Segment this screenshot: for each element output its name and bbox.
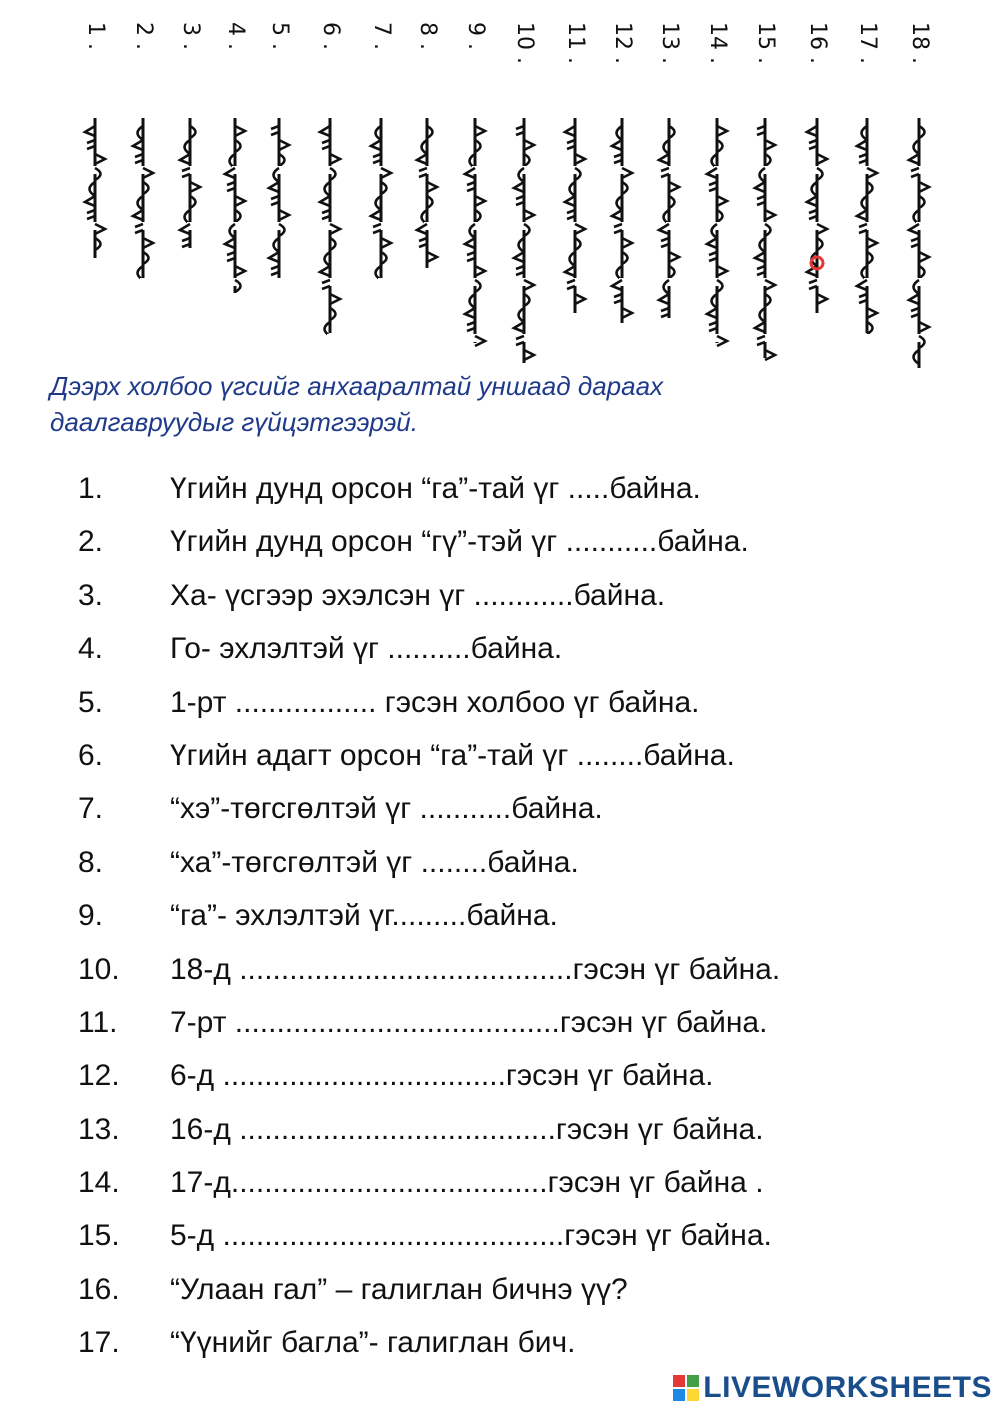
question-number: 10. (78, 952, 120, 986)
question-number: 16. (78, 1272, 120, 1306)
question-item (78, 996, 978, 1049)
brand-text: LIVEWORKSHEETS (703, 1371, 992, 1404)
question-text: “га”- эхлэлтэй үг.........байна. (170, 899, 558, 933)
script-column (313, 22, 347, 362)
script-column (262, 22, 296, 362)
script-column (364, 22, 398, 362)
script-column-number: 17 . (855, 22, 880, 64)
question-item (78, 1049, 978, 1102)
logo-square-red (673, 1375, 685, 1387)
question-number: 6. (78, 738, 104, 772)
mongolian-word-image (266, 118, 292, 283)
question-text: 18-д ........................................гэсэн үг байна. (170, 952, 781, 986)
script-column (78, 22, 112, 362)
script-column (902, 22, 936, 362)
logo-square-blue (673, 1389, 685, 1401)
question-text: 5-д .........................................гэсэн үг байна. (170, 1219, 772, 1253)
question-number: 12. (78, 1059, 120, 1093)
mongolian-word-image (462, 118, 488, 343)
script-column (218, 22, 252, 362)
question-item (78, 515, 978, 568)
question-text: 1-рт ................. гэсэн холбоо үг байна. (170, 685, 700, 719)
question-number: 17. (78, 1326, 120, 1360)
script-column-number: 9 . (463, 22, 488, 50)
script-column (605, 22, 639, 362)
script-column (173, 22, 207, 362)
mongolian-word-image (906, 118, 932, 368)
script-column (800, 22, 834, 362)
question-text: 16-д ......................................гэсэн үг байна. (170, 1112, 764, 1146)
question-text: “ха”-төгсгөлтэй үг ........байна. (170, 845, 579, 879)
mongolian-word-image (656, 118, 682, 318)
script-column-number: 6 . (318, 22, 343, 50)
mongolian-word-image (609, 118, 635, 323)
script-column (410, 22, 444, 362)
logo-square-green (687, 1375, 699, 1387)
script-column (700, 22, 734, 362)
question-item (78, 676, 978, 729)
question-item (78, 782, 978, 835)
instruction-text: Дээрх холбоо үгсийг анхааралтай уншаад дараах даалгавруудыг гүйцэтгээрэй. (50, 371, 664, 437)
question-text: Үгийн адагт орсон “га”-тай үг ........байна. (170, 738, 735, 772)
question-list (78, 462, 978, 1370)
mongolian-word-image (222, 118, 248, 293)
question-item (78, 729, 978, 782)
question-number: 11. (78, 1005, 118, 1039)
script-column-number: 14 . (705, 22, 730, 64)
question-text: “Улаан гал” – галиглан бичнэ үү? (170, 1272, 628, 1306)
question-text: 17-д......................................гэсэн үг байна . (170, 1166, 764, 1200)
question-item (78, 1209, 978, 1262)
script-column-number: 12 . (610, 22, 635, 64)
mongolian-word-image (562, 118, 588, 313)
question-item (78, 1103, 978, 1156)
mongolian-word-image (177, 118, 203, 248)
question-item (78, 943, 978, 996)
question-number: 4. (78, 632, 104, 666)
mongolian-word-image (511, 118, 537, 363)
liveworksheets-logo (673, 1371, 992, 1405)
question-text: “Үүнийг багла”- галиглан бич. (170, 1326, 576, 1360)
question-number: 13. (78, 1112, 120, 1146)
script-column-number: 8 . (415, 22, 440, 50)
script-column (126, 22, 160, 362)
mongolian-word-image (317, 118, 343, 333)
question-number: 1. (78, 472, 104, 505)
script-column-number: 5 . (267, 22, 292, 50)
logo-square-yellow (687, 1389, 699, 1401)
question-text: Үгийн дунд орсон “га”-тай үг .....байна. (170, 472, 701, 505)
question-text: 7-рт .......................................гэсэн үг байна. (170, 1005, 768, 1039)
script-column-number: 10 . (512, 22, 537, 64)
script-column (748, 22, 782, 362)
question-number: 8. (78, 845, 104, 879)
question-item (78, 889, 978, 942)
question-number: 2. (78, 525, 104, 559)
brand-logo-icon (673, 1375, 699, 1401)
script-column-number: 15 . (753, 22, 778, 64)
question-text: 6-д ..................................гэсэн үг байна. (170, 1059, 714, 1093)
script-column (850, 22, 884, 362)
question-number: 9. (78, 899, 104, 933)
script-column-number: 4 . (223, 22, 248, 50)
mongolian-word-image (704, 118, 730, 343)
question-number: 3. (78, 578, 104, 612)
question-item (78, 1156, 978, 1209)
script-column-number: 2 . (131, 22, 156, 50)
mongolian-word-image (804, 118, 830, 313)
question-item (78, 1263, 978, 1316)
question-number: 15. (78, 1219, 120, 1253)
script-column-number: 16 . (805, 22, 830, 64)
script-column (652, 22, 686, 362)
question-number: 14. (78, 1166, 120, 1200)
question-text: “хэ”-төгсгөлтэй үг ...........байна. (170, 792, 603, 826)
question-text: Үгийн дунд орсон “гү”-тэй үг ...........байна. (170, 525, 749, 559)
script-column-number: 11 . (563, 22, 588, 64)
mongolian-word-image (82, 118, 108, 258)
script-column (458, 22, 492, 362)
question-item (78, 462, 978, 515)
question-item (78, 569, 978, 622)
script-column (507, 22, 541, 362)
question-number: 5. (78, 685, 104, 719)
mongolian-word-image (130, 118, 156, 278)
script-column-number: 18 . (907, 22, 932, 64)
mongolian-word-image (368, 118, 394, 283)
question-item (78, 1316, 978, 1369)
question-text: Ха- үсгээр эхэлсэн үг ............байна. (170, 578, 666, 612)
question-item (78, 622, 978, 675)
script-column-number: 3 . (178, 22, 203, 50)
script-column (558, 22, 592, 362)
question-item (78, 836, 978, 889)
script-column-number: 7 . (369, 22, 394, 50)
mongolian-word-image (854, 118, 880, 333)
question-text: Го- эхлэлтэй үг ..........байна. (170, 632, 563, 666)
script-column-number: 1 . (83, 22, 108, 50)
script-column-number: 13 . (657, 22, 682, 64)
mongolian-word-image (752, 118, 778, 358)
mongolian-script-area (0, 0, 1000, 365)
mongolian-word-image (414, 118, 440, 268)
question-number: 7. (78, 792, 104, 826)
